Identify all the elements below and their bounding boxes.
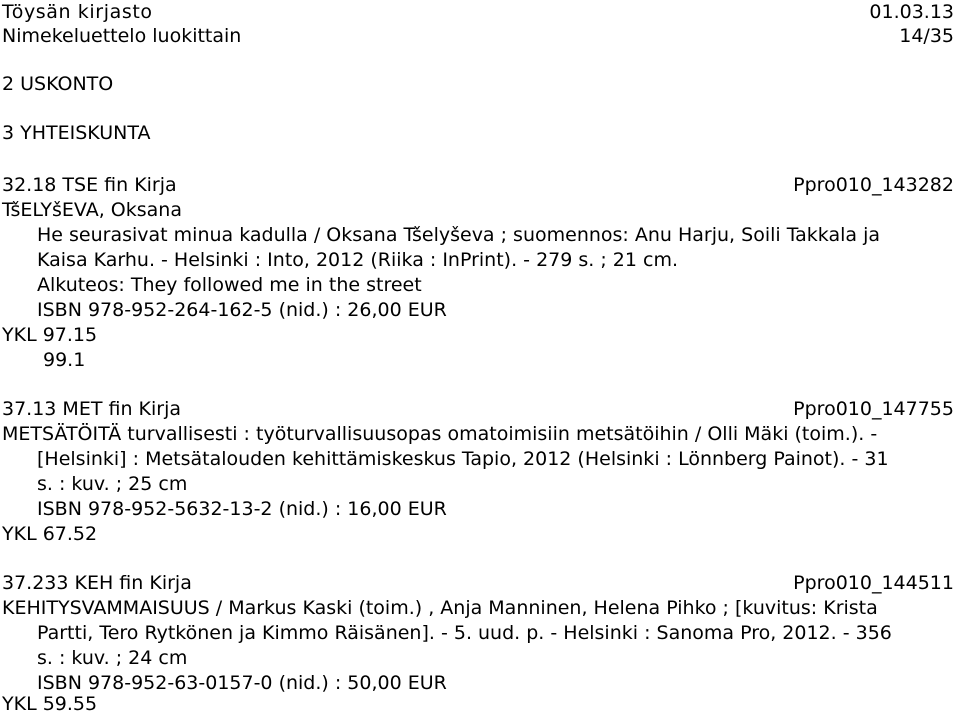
record-id: Ppro010_144511 <box>793 572 954 594</box>
record-original-title: Alkuteos: They followed me in the street <box>37 274 422 296</box>
page-number: 14/35 <box>899 25 954 47</box>
header-row-2 <box>2 24 954 48</box>
record-title: He seurasivat minua kadulla / Oksana Tšelyševa ; suomennos: Anu Harju, Soili Takkala ja <box>37 224 880 246</box>
record-head <box>2 397 954 421</box>
record-publication: Partti, Tero Rytkönen ja Kimmo Räisänen]. - 5. uud. p. - Helsinki : Sanoma Pro, 2012. - 356 <box>37 622 892 644</box>
record-publication: [Helsinki] : Metsätalouden kehittämiskeskus Tapio, 2012 (Helsinki : Lönnberg Painot). - 31 <box>37 448 889 470</box>
record-ykl: YKL 67.52 <box>2 523 98 545</box>
record-isbn: ISBN 978-952-264-162-5 (nid.) : 26,00 EUR <box>37 299 447 321</box>
record-classification: 37.13 MET fin Kirja <box>2 398 181 420</box>
record-title: KEHITYSVAMMAISUUS / Markus Kaski (toim.) , Anja Manninen, Helena Pihko ; [kuvitus: Krista <box>2 597 878 619</box>
record-physical: s. : kuv. ; 24 cm <box>37 647 188 669</box>
header-row-1 <box>2 0 954 24</box>
record-ykl: YKL 59.55 <box>2 693 98 715</box>
record-title: METSÄTÖITÄ turvallisesti : työturvallisuusopas omatoimisiin metsätöihin / Olli Mäki (toim.). - <box>2 423 878 445</box>
record-head <box>2 173 954 197</box>
section-heading: 3 YHTEISKUNTA <box>2 122 151 144</box>
record-classification: 32.18 TSE fin Kirja <box>2 174 177 196</box>
record-id: Ppro010_147755 <box>793 398 954 420</box>
report-date: 01.03.13 <box>869 1 954 23</box>
record-publication: Kaisa Karhu. - Helsinki : Into, 2012 (Riika : InPrint). - 279 s. ; 21 cm. <box>37 249 678 271</box>
record-ykl: YKL 97.15 <box>2 324 98 346</box>
record-physical: s. : kuv. ; 25 cm <box>37 473 188 495</box>
record-id: Ppro010_143282 <box>793 174 954 196</box>
record-isbn: ISBN 978-952-5632-13-2 (nid.) : 16,00 EUR <box>37 498 447 520</box>
section-heading: 2 USKONTO <box>2 73 114 95</box>
report-title: Nimekeluettelo luokittain <box>2 25 242 47</box>
record-author: TšELYšEVA, Oksana <box>2 199 182 221</box>
record-ykl-secondary: 99.1 <box>43 349 86 371</box>
library-name: Töysän kirjasto <box>2 1 153 23</box>
record-isbn: ISBN 978-952-63-0157-0 (nid.) : 50,00 EUR <box>37 672 447 694</box>
record-classification: 37.233 KEH fin Kirja <box>2 572 192 594</box>
record-head <box>2 571 954 595</box>
